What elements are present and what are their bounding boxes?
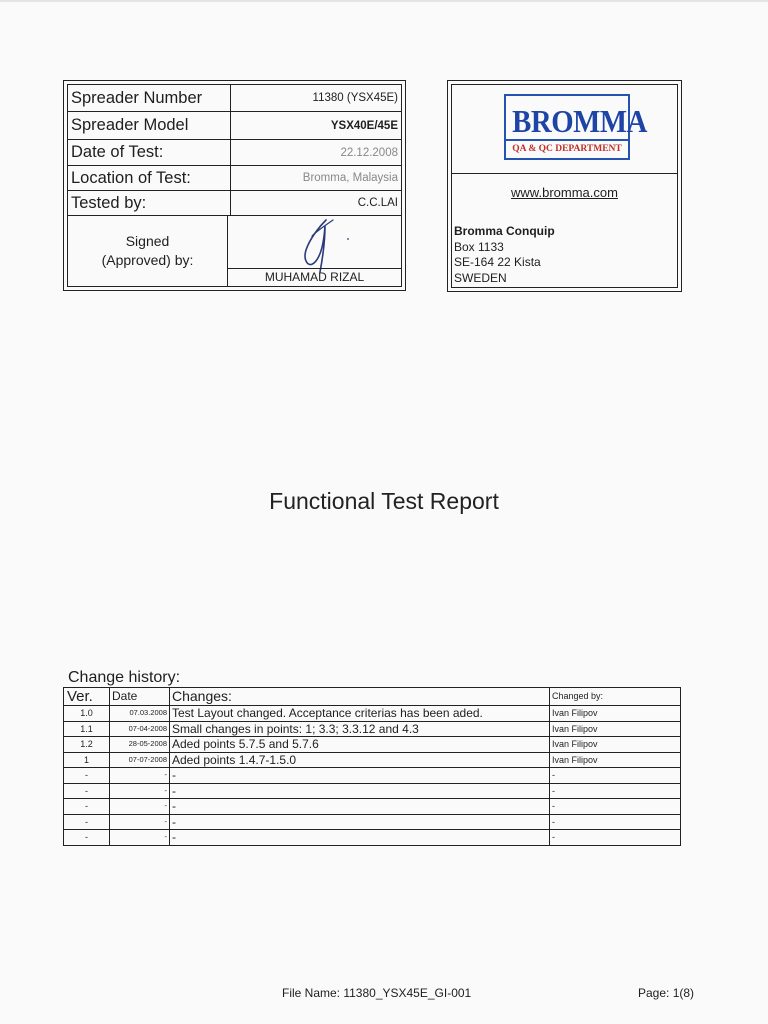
signed-approved-label bbox=[68, 216, 228, 286]
cell-ver: - bbox=[64, 783, 110, 799]
cell-changed-by: - bbox=[550, 783, 681, 799]
cell-ver: - bbox=[64, 814, 110, 830]
cell-changed-by: - bbox=[550, 814, 681, 830]
info-label: Tested by: bbox=[68, 191, 231, 215]
header-date: Date bbox=[110, 688, 170, 706]
cell-ver: 1.1 bbox=[64, 721, 110, 737]
info-label: Spreader Number bbox=[68, 85, 231, 111]
address-line: SE-164 22 Kista bbox=[454, 255, 541, 269]
header-changed-by: Changed by: bbox=[550, 688, 681, 706]
change-history-table bbox=[63, 687, 681, 846]
logo-wordmark: BROMMA bbox=[512, 103, 647, 139]
table-header-row bbox=[64, 688, 681, 706]
cell-changes: - bbox=[170, 814, 550, 830]
info-row-location-of-test bbox=[68, 166, 401, 191]
info-row-spreader-model bbox=[68, 112, 401, 140]
cell-date: - bbox=[110, 768, 170, 784]
address-line: Box 1133 bbox=[454, 239, 504, 254]
info-value: 11380 (YSX45E) bbox=[312, 92, 398, 104]
table-row bbox=[64, 799, 681, 815]
cell-ver: 1.0 bbox=[64, 706, 110, 722]
logo-cell bbox=[452, 85, 677, 174]
info-value: C.C.LAI bbox=[357, 197, 398, 209]
cell-changed-by: Ivan Filipov bbox=[550, 752, 681, 768]
info-value: YSX40E/45E bbox=[330, 119, 398, 132]
header-ver: Ver. bbox=[64, 688, 110, 706]
cell-changes: Test Layout changed. Acceptance criterias has been aded. bbox=[170, 706, 550, 722]
cell-date: 07-07-2008 bbox=[110, 752, 170, 768]
company-website-link[interactable]: www.bromma.com bbox=[511, 185, 618, 200]
company-info-box bbox=[447, 80, 682, 292]
footer-page-number: Page: 1(8) bbox=[638, 986, 695, 1000]
page-top-edge bbox=[0, 0, 768, 2]
cell-date: 07.03.2008 bbox=[110, 706, 170, 722]
cell-changes: - bbox=[170, 783, 550, 799]
cell-ver: - bbox=[64, 799, 110, 815]
info-label: Spreader Model bbox=[68, 112, 231, 139]
cell-date: - bbox=[110, 814, 170, 830]
signed-line: Signed bbox=[125, 233, 170, 250]
signature-mark bbox=[228, 216, 406, 273]
cell-date: - bbox=[110, 783, 170, 799]
cell-ver: 1.2 bbox=[64, 737, 110, 753]
info-value: Bromma, Malaysia bbox=[302, 172, 398, 184]
cell-changes: Aded points 1.4.7-1.5.0 bbox=[170, 752, 550, 768]
cell-date: - bbox=[110, 799, 170, 815]
cell-ver: 1 bbox=[64, 752, 110, 768]
signer-name: MUHAMAD RIZAL bbox=[228, 268, 401, 286]
info-row-tested-by bbox=[68, 191, 401, 216]
info-row-spreader-number bbox=[68, 85, 401, 112]
address-country: SWEDEN bbox=[454, 270, 507, 285]
info-row-date-of-test bbox=[68, 140, 401, 166]
table-row bbox=[64, 768, 681, 784]
cell-changed-by: Ivan Filipov bbox=[550, 737, 681, 753]
signature bbox=[228, 216, 401, 273]
table-row bbox=[64, 706, 681, 722]
company-info-inner bbox=[451, 84, 678, 288]
table-row bbox=[64, 830, 681, 846]
company-address bbox=[454, 224, 555, 286]
cell-date: 07-04-2008 bbox=[110, 721, 170, 737]
info-label: Date of Test: bbox=[68, 140, 231, 165]
table-row bbox=[64, 721, 681, 737]
change-history-title: Change history: bbox=[68, 669, 181, 686]
table-row bbox=[64, 814, 681, 830]
table-row bbox=[64, 783, 681, 799]
info-label: Location of Test: bbox=[68, 166, 231, 190]
company-name: Bromma Conquip bbox=[454, 224, 555, 238]
cell-ver: - bbox=[64, 830, 110, 846]
approved-by-line: (Approved) by: bbox=[101, 252, 194, 268]
department-label: QA & QC DEPARTMENT bbox=[506, 139, 628, 158]
cell-changed-by: - bbox=[550, 799, 681, 815]
bromma-logo-stamp bbox=[504, 94, 647, 160]
spreader-info-inner bbox=[67, 84, 402, 287]
table-row bbox=[64, 752, 681, 768]
cell-changes: Aded points 5.7.5 and 5.7.6 bbox=[170, 737, 550, 753]
cell-date: 28-05-2008 bbox=[110, 737, 170, 753]
footer-file-name: File Name: 11380_YSX45E_GI-001 bbox=[282, 986, 472, 1000]
header-changes: Changes: bbox=[170, 688, 550, 706]
report-title: Functional Test Report bbox=[269, 488, 499, 514]
cell-ver: - bbox=[64, 768, 110, 784]
cell-changed-by: - bbox=[550, 830, 681, 846]
cell-changes: Small changes in points: 1; 3.3; 3.3.12 and 4.3 bbox=[170, 721, 550, 737]
info-value: 22.12.2008 bbox=[340, 146, 398, 159]
cell-changes: - bbox=[170, 830, 550, 846]
table-row bbox=[64, 737, 681, 753]
cell-changes: - bbox=[170, 768, 550, 784]
cell-changed-by: Ivan Filipov bbox=[550, 706, 681, 722]
cell-changed-by: Ivan Filipov bbox=[550, 721, 681, 737]
cell-changed-by: - bbox=[550, 768, 681, 784]
cell-changes: - bbox=[170, 799, 550, 815]
cell-date: - bbox=[110, 830, 170, 846]
spreader-info-table bbox=[63, 80, 406, 291]
